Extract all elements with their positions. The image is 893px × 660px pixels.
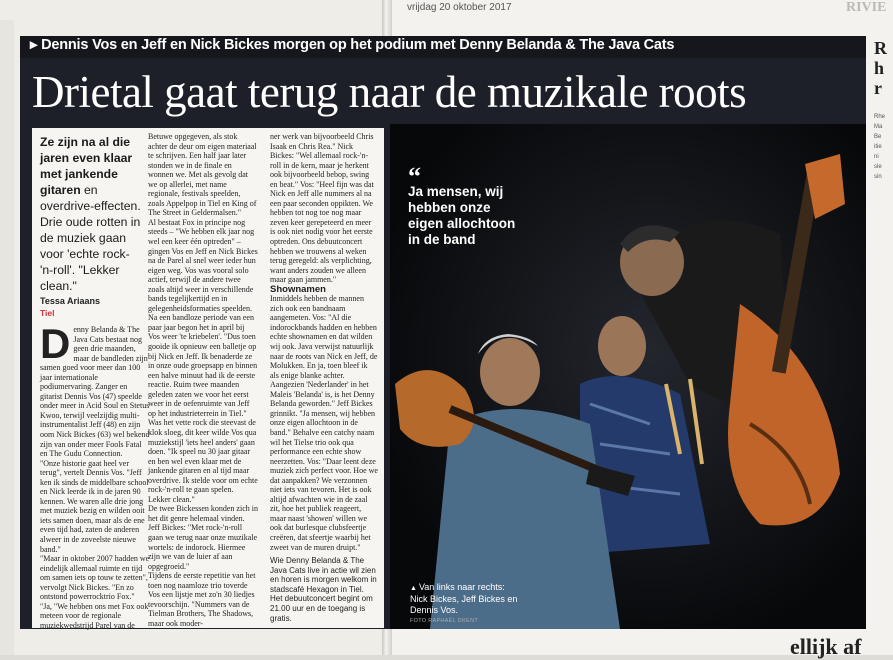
paragraph: De twee Bickessen konden zich in het dit genre helemaal vinden. Jeff Bickes: "Met rock-'n-roll gaan we terug naar onze muzikale wortels: de indorock. Hiermee zijn we van de luier af aan opgegroeid." xyxy=(148,504,258,571)
paragraph: "Ja, "We hebben ons met Fox ook meteen voor de regionale muziekwedstrijd Parel van de xyxy=(40,601,149,630)
paragraph: ner werk van bijvoorbeeld Chris Isaak en Chris Rea." Nick Bickes: "Wel allemaal rock-'n-roll in de kern, maar je herkent ook bijvoorbeeld bebop, swing en beat." Vos: "Heel fijn was dat Nick en Jeff alle nummers al na een paar seconden oppikten. We hebben tot nog toe nog maar zeven keer gerepeteerd en meer is ook niet nodig voor het eerste optreden. Ons debuutconcert hebben we trouwens al weken terug geregeld: als verplichting, want anders zouden we alleen maar gaan jammen." xyxy=(270,132,374,285)
paragraph: Al bestaat Fox in principe nog steeds – "We hebben elk jaar nog wel een keer één optreden" – gingen Vos en Jeff en Nick Bickes na de Parel al snel weer ieder hun eigen weg. Vos was vooral solo actief, terwijl de andere twee zoals altijd weer in verschillende bands tegelijkertijd en in gelegenheidsformaties speelden. Na een bandloze periode van een paar jaar begon het in april bij Vos weer 'te kriebelen'. "Dus toen gooide ik opnieuw een balletje op bij Nick en Jeff. Ik benaderde ze in onze oude groepsapp en binnen een halve minuut had ik de eerste reactie. Ruim twee maanden geleden zaten we voor het eerst weer in de oefenruimte van Jeff op het industrieterrein in Tiel." xyxy=(148,217,258,418)
pull-quote: Ja mensen, wij hebben onze eigen allochtoon in de band xyxy=(408,184,516,247)
paragraph: Betuwe opgegeven, als stok achter de deur om eigen materiaal te schrijven. Een half jaar later stonden we in de finale en wonnen we. Met als gevolg dat we op allerlei, met name regionale, festivals speelden, zoals Appelpop in Tiel en King of The Street in Geldermalsen." xyxy=(148,132,257,218)
caption-text: Van links naar rechts: Nick Bickes, Jeff Bickes en Dennis Vos. xyxy=(410,582,518,615)
previous-page-edge xyxy=(0,20,14,655)
arrow-icon: ▸ xyxy=(30,37,38,53)
text-fragment: sle xyxy=(874,164,882,170)
paragraph: Inmiddels hebben de mannen zich ook een bandnaam aangemeten. Vos: "Al die indorockbands hadden en hebben echte shownamen en dat wilden wij ook. Java verwijst natuurlijk naar de roots van Nick en Jeff, de Molukken. En ja, toen bleef ik als enige blanke achter. Aangezien 'Nederlander' in het Maleis 'Belanda' is, is het Denny Belanda geworden." Jeff Bickes grinnikt. "Ja mensen, wij hebben onze eigen allochtoon in de band." Behalve een catchy naam wil het Tielse trio ook qua performance een echte show neerzetten. Vos: "Daar leent deze muziek zich perfect voor. Hoe we dat aanpakken? We verzonnen niet iets van tevoren. Het is ook altijd afwachten wie in de zaal zit, hoe het publiek reageert, maar naast 'showen' willen we ook dat burlesque clubsfeertje creëren, dat sfeertje waarbij het zweet van de muren druipt." xyxy=(270,294,378,552)
paragraph: Was het vette rock die steevast de klok sloeg, dit keer wilde Vos qua muziekstijl 'iets heel anders' gaan doen. "Ik speel nu 30 jaar gitaar en ben wel even klaar met de jankende gitaren en al tijd maar overdrive. Ik stelde voor om echte rock-'n-roll te gaan spelen. Lekker clean." xyxy=(148,418,258,504)
byline: Tessa Ariaans xyxy=(40,296,101,306)
photo-caption xyxy=(410,582,520,616)
next-article-fragment xyxy=(874,112,885,182)
next-headline-fragment: ellijk af xyxy=(790,634,862,659)
paragraph: "Maar in oktober 2007 hadden we eindelijk allemaal ruimte en tijd om samen iets op touw te zetten", vervolgt Nick Bickes. "En zo ontstond powerrocktrio Fox." xyxy=(40,554,150,602)
text-fragment: Rhe xyxy=(874,114,886,120)
paragraph: Tijdens de eerste repetitie van het toen nog naamloze trio toverde Vos een lijstje met zo'n 30 liedjes tevoorschijn. "Nummers van de Tielman Brothers, The Shadows, maar ook moder- xyxy=(148,571,256,628)
column-1 xyxy=(40,320,150,631)
text-fragment: sin xyxy=(874,174,882,180)
photo-credit: FOTO RAPHAËL DRENT xyxy=(410,618,479,624)
text-fragment: ni xyxy=(874,154,879,160)
triangle-icon: ▲ xyxy=(410,585,417,592)
section-brand: RIVIE xyxy=(846,0,887,15)
quote-icon: “ xyxy=(408,162,421,191)
next-article-headline-fragment: R h r xyxy=(874,38,887,98)
intro-bold: Ze zijn na al die jaren even klaar met jankende gitaren xyxy=(40,135,133,197)
column-2 xyxy=(148,132,258,628)
dropcap: D xyxy=(40,320,71,367)
article-intro xyxy=(40,134,142,294)
text-fragment: Be xyxy=(874,134,882,140)
banner xyxy=(30,37,674,53)
dateline-city: Tiel xyxy=(40,308,55,318)
text-fragment: itie xyxy=(874,144,882,150)
intro-rest: en overdrive-effecten. Drie oude rotten in de muziek gaan voor 'echte rock-'n-roll'. "Lekker clean." xyxy=(40,183,141,293)
paragraph: "Onze historie gaat heel ver terug", vertelt Dennis Vos. "Jeff ken ik sinds de middelbare school en Nick leerde ik in de jaren 90 kennen. We waren alle drie jong met muziek bezig en wilden ooit iets samen doen, maar als de ene even tijd had, zaten de anderen alweer in de zoveelste nieuwe band." xyxy=(40,458,149,554)
page-date: vrijdag 20 oktober 2017 xyxy=(407,2,512,13)
subheading: Shownamen xyxy=(270,283,326,295)
paragraph: enny Belanda & The Java Cats bestaat nog geen drie maanden, maar de bandleden zijn samen goed voor meer dan 100 jaar internationale podiumervaring. Zanger en gitarist Dennis Vos (47) speelde onder meer in Acid Soul en Stetus Kwoo, terwijl veelzijdig multi-instrumentalist Jeff (48) en zijn oom Nick Bickes (63) wel bekend zijn van onder meer Fools Fatal en The Gudu Connection. xyxy=(40,325,150,459)
event-info: Wie Denny Belanda & The Java Cats live in actie wil zien en horen is morgen welkom in stadscafé Hexagon in Tiel. Het debuutconcert begint om 21.00 uur en de toegang is gratis. xyxy=(270,556,377,623)
column-3 xyxy=(270,132,378,623)
text-fragment: Ma xyxy=(874,124,883,130)
banner-text: Dennis Vos en Jeff en Nick Bickes morgen op het podium met Denny Belanda & The Java Cats xyxy=(41,37,675,53)
headline: Drietal gaat terug naar de muzikale roots xyxy=(32,67,747,117)
